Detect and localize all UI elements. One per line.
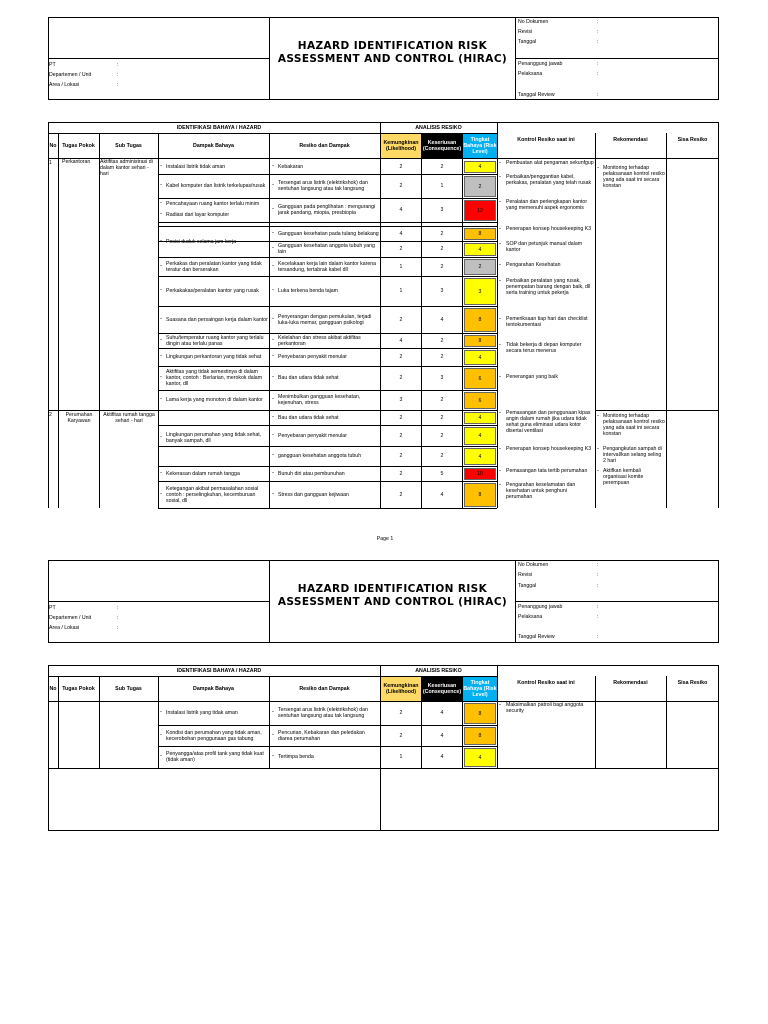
bullet: - <box>499 374 501 380</box>
field-colon: : <box>597 562 599 568</box>
field-no-dokumen: No Dokumen <box>518 19 549 25</box>
col-rule <box>269 133 270 508</box>
field-penanggung-jawab: Penanggung jawab <box>518 61 563 67</box>
kontrol-item: Penerangan yang baik <box>506 374 558 380</box>
resiko-cell: Tertimpa benda <box>278 754 314 760</box>
consequence-value: 2 <box>440 263 444 270</box>
bullet: - <box>160 469 162 476</box>
field-revisi: Revisi <box>518 572 533 578</box>
field-colon: : <box>117 62 119 68</box>
bullet: - <box>272 413 274 420</box>
header-divider <box>515 601 719 602</box>
kontrol-item: Pengarahan keselamatan dan kesehatan untuk penghuni perumahan <box>506 482 576 500</box>
resiko-cell: Tersengat arus listrik (elektrikshok) dan sentuhan langsung atau tak langsung <box>278 180 368 192</box>
field-colon: : <box>597 92 599 98</box>
kontrol-item: Peralatan dan perlengkapan kantor yang memenuhi aspek ergonomis <box>506 199 588 211</box>
kontrol-item: Pembuatan alat pengaman sekunfgup <box>506 160 594 166</box>
bullet: - <box>160 200 162 206</box>
consequence-value: 2 <box>440 432 444 439</box>
resiko-cell: Kelelahan dan stress akibat aktifitas perkantoran <box>278 334 361 347</box>
risk-level-badge: 10 <box>464 468 496 480</box>
bullet: - <box>160 374 162 380</box>
resiko-cell: Penyebaran penyakit menular <box>278 354 347 360</box>
bullet: - <box>160 731 162 738</box>
group-header-analysis: ANALISIS RESIKO <box>415 124 462 131</box>
row-no-1: 1 <box>49 160 52 166</box>
col-rule <box>595 133 596 508</box>
field-colon: : <box>117 72 119 78</box>
risk-level-badge: 4 <box>464 161 496 173</box>
bullet: - <box>272 396 274 402</box>
consequence-value: 4 <box>440 491 444 498</box>
risk-level-badge: 4 <box>464 748 496 767</box>
likelihood-value: 2 <box>399 375 403 381</box>
bullet: - <box>160 434 162 440</box>
resiko-cell: Gangguan pada penglihatan : mengurangi jarak pandang, miopia, presbiopia <box>278 204 376 216</box>
bullet: - <box>597 165 599 171</box>
dampak-cell: Lingkungan perkantoran yang tidak sehat <box>166 354 262 360</box>
likelihood-value: 2 <box>399 432 403 439</box>
group-header-analysis: ANALISIS RESIKO <box>415 667 462 674</box>
bullet: - <box>499 278 501 284</box>
resiko-cell: Pencurian, Kebakaran dan peledakan diarea perumahan <box>278 729 365 742</box>
field-colon: : <box>117 82 119 88</box>
resiko-cell: Luka terkena benda tajam <box>278 288 338 294</box>
bullet: - <box>597 468 599 474</box>
bullet: - <box>597 413 599 419</box>
likelihood-value: 1 <box>399 288 403 294</box>
field-colon: : <box>597 19 599 25</box>
bullet: - <box>499 468 501 474</box>
risk-level-badge: 6 <box>464 368 496 389</box>
field-colon: : <box>597 572 599 578</box>
likelihood-value: 4 <box>399 207 403 213</box>
bullet: - <box>160 336 162 343</box>
tugas-pokok-2: Perumahan Karyawan <box>65 412 93 424</box>
likelihood-value: 2 <box>399 453 403 459</box>
risk-level-badge: 4 <box>464 243 496 256</box>
kontrol-item: Penerapan konsep housekeeping K3 <box>506 446 592 452</box>
consequence-value: 2 <box>440 414 444 421</box>
header-divider <box>48 58 269 59</box>
kontrol-item: SOP dan petunjuk manual dalam kantor <box>506 241 583 253</box>
resiko-cell: Stress dan gangguan kejiwaan <box>278 491 349 498</box>
field-colon: : <box>597 61 599 67</box>
field-colon: : <box>597 583 599 589</box>
bullet: - <box>272 287 274 293</box>
bullet: - <box>160 396 162 402</box>
col-header-sisa: Sisa Resiko <box>677 679 708 686</box>
bullet: - <box>499 199 501 205</box>
row-rule <box>158 222 497 223</box>
bullet: - <box>499 482 501 488</box>
col-header-consequence: Keseriusan (Consequence) <box>422 677 462 701</box>
group-header-hazard: IDENTIFIKASI BAHAYA / HAZARD <box>176 667 262 674</box>
col-header-likelihood: Kemungkinan (Likelihood) <box>381 134 421 158</box>
tugas-pokok-1: Perkantoran <box>62 159 91 165</box>
dampak-cell: Instalasi listrik tidak aman <box>166 163 226 170</box>
col-rule <box>666 133 667 508</box>
col-rule <box>58 133 59 508</box>
risk-level-badge: 4 <box>464 412 496 424</box>
field-departemen: Departemen / Unit <box>49 615 92 621</box>
likelihood-value: 4 <box>399 230 403 237</box>
likelihood-value: 2 <box>399 183 403 189</box>
field-tanggal: Tanggal <box>518 39 537 45</box>
risk-level-badge: 6 <box>464 392 496 409</box>
likelihood-value: 2 <box>399 491 403 498</box>
header-divider <box>48 601 269 602</box>
field-pt: PT <box>49 605 56 611</box>
sub-tugas-2: Aktifitas rumah tangga sehari - hari <box>103 412 155 424</box>
consequence-value: 3 <box>440 207 444 213</box>
field-colon: : <box>597 634 599 640</box>
field-colon: : <box>597 604 599 610</box>
col-header-rekomendasi: Rekomendasi <box>613 679 648 686</box>
resiko-cell: Kecelakaan kerja lain dalam kantor karena tersandung, tertabrak kabel dll <box>278 260 377 273</box>
resiko-cell: Kebakaran <box>278 163 304 170</box>
risk-level-badge: 8 <box>464 483 496 507</box>
field-revisi: Revisi <box>518 29 533 35</box>
bullet: - <box>272 431 274 438</box>
resiko-cell: Bau dan udara tidak sehat <box>278 375 339 381</box>
field-colon: : <box>597 39 599 45</box>
kontrol-item: Perbaikan/penggantian kabel, perkakas, peralatan yang telah rusak <box>506 174 592 186</box>
field-tanggal-review: Tanggal Review <box>518 634 555 640</box>
col-header-kontrol: Kontrol Resiko saat ini <box>517 679 575 686</box>
bullet: - <box>160 287 162 293</box>
row-rule <box>158 768 497 769</box>
sub-tugas-1: Aktifitas administrasi di dalam kantor sehari - hari <box>100 159 153 177</box>
bullet: - <box>272 452 274 458</box>
bullet: - <box>272 374 274 380</box>
kontrol-item: Maksimalkan patroli bagi anggota security <box>506 702 584 714</box>
likelihood-value: 2 <box>399 354 403 360</box>
col-header-no: No <box>49 685 57 692</box>
consequence-value: 2 <box>440 163 444 170</box>
consequence-value: 5 <box>440 470 444 477</box>
col-header-rekomendasi: Rekomendasi <box>613 136 648 143</box>
likelihood-value: 2 <box>399 414 403 421</box>
dampak-cell: Kondisi dan perumahan yang tidak aman, kecerobohan penggunaan gas tabung <box>166 729 262 742</box>
dampak-cell: Kabel komputer dan listrik terkelupas/rusak <box>166 183 266 189</box>
field-colon: : <box>117 625 119 631</box>
risk-level-badge: 8 <box>464 228 496 240</box>
dampak-cell: Ketegangan akibat permasalahan sosial contoh : perselingkuhan, kecemburuan sosial, dll <box>166 485 259 504</box>
field-no-dokumen: No Dokumen <box>518 562 549 568</box>
risk-level-badge: 2 <box>464 259 496 275</box>
bullet: - <box>160 753 162 759</box>
kontrol-item: Tidak bekerja di depan komputer secara terus menerus <box>506 342 582 354</box>
dampak-cell: Lingkungan perumahan yang tidak sehat, banyak sampah, dll <box>166 432 262 444</box>
bullet: - <box>272 262 274 269</box>
dampak-cell: Instalasi listrik yang tidak aman <box>166 710 238 716</box>
col-header-tugas-pokok: Tugas Pokok <box>62 142 95 149</box>
document-title: HAZARD IDENTIFICATION RISK ASSESSMENT AND CONTROL (HIRAC) <box>277 40 508 65</box>
risk-level-badge: 4 <box>464 350 496 365</box>
risk-level-badge: 4 <box>464 427 496 445</box>
page-number: Page 1 <box>376 536 394 542</box>
field-colon: : <box>597 71 599 77</box>
kontrol-item: Pemasangan tata tertib perumahan <box>506 468 588 474</box>
kontrol-item: Pemeriksaan tiap hari dan checklist tentokumentasi <box>506 316 588 328</box>
field-area: Area / Lokasi <box>49 82 80 88</box>
likelihood-value: 2 <box>399 470 403 477</box>
likelihood-value: 4 <box>399 337 403 344</box>
likelihood-value: 2 <box>399 710 403 716</box>
kontrol-item: Pengarahan Kesehatan <box>506 262 561 268</box>
bullet: - <box>499 226 501 232</box>
bullet: - <box>499 446 501 452</box>
consequence-value: 2 <box>440 246 444 252</box>
likelihood-value: 1 <box>399 263 403 270</box>
bullet: - <box>499 174 501 180</box>
kontrol-item: Penerapan konsep housekeeping K3 <box>506 226 592 232</box>
field-colon: : <box>117 615 119 621</box>
bullet: - <box>272 469 274 476</box>
likelihood-value: 2 <box>399 163 403 170</box>
field-tanggal-review: Tanggal Review <box>518 92 555 98</box>
col-header-dampak: Dampak Bahaya <box>193 142 234 149</box>
risk-level-badge: 12 <box>464 200 496 221</box>
col-header-risk-level: Tingkat Bahaya (Risk Level) <box>463 134 497 158</box>
consequence-value: 2 <box>440 337 444 344</box>
bullet: - <box>272 182 274 188</box>
dampak-cell: Penyangga/atas profil tank yang tidak kuat (tidak aman) <box>166 751 264 763</box>
consequence-value: 2 <box>440 397 444 403</box>
bullet: - <box>499 702 501 708</box>
bullet: - <box>160 237 162 244</box>
consequence-value: 2 <box>440 354 444 360</box>
resiko-cell: gangguan kesehatan anggota tubuh <box>278 453 362 459</box>
dampak-cell: Suhu/temperatur ruang kantor yang terlalu dingin atau terlalu panas <box>166 334 264 347</box>
bullet: - <box>272 731 274 738</box>
consequence-value: 3 <box>440 288 444 294</box>
bullet: - <box>272 353 274 359</box>
field-colon: : <box>117 605 119 611</box>
consequence-value: 1 <box>440 183 444 189</box>
consequence-value: 3 <box>440 375 444 381</box>
col-header-dampak: Dampak Bahaya <box>193 685 234 692</box>
likelihood-value: 2 <box>399 732 403 739</box>
bullet: - <box>160 353 162 359</box>
row-no-2: 2 <box>49 412 52 418</box>
dampak-cell: Radiasi dari layar komputer <box>166 212 230 218</box>
field-colon: : <box>597 614 599 620</box>
document-title-page2: HAZARD IDENTIFICATION RISK ASSESSMENT AND CONTROL (HIRAC) <box>277 583 508 608</box>
resiko-cell: Tersengat arus listrik (elektrikshok) dan sentuhan langsung atau tak langsung <box>278 707 368 719</box>
col-rule <box>497 122 498 508</box>
bullet: - <box>272 753 274 759</box>
bullet: - <box>160 709 162 715</box>
likelihood-value: 3 <box>399 397 403 403</box>
rekomendasi-item: Monitoring terhadap pelaksanaan kontrol resiko yang ada saat ini secara konstan <box>603 413 665 437</box>
resiko-cell: Bunuh diri atau pembunuhan <box>278 470 345 477</box>
group-rule <box>595 410 719 411</box>
likelihood-value: 1 <box>399 754 403 760</box>
dampak-cell: Posisi duduk selama jam kerja <box>166 238 237 245</box>
dampak-cell: Lama kerja yang monoton di dalam kantor <box>166 397 263 403</box>
field-pt: PT <box>49 62 56 68</box>
dampak-cell: Perkakakas/peralatan kantor yang rusak <box>166 288 259 294</box>
resiko-cell: Gangguan kesehatan anggota tubuh yang lain <box>278 243 375 255</box>
consequence-value: 4 <box>440 710 444 716</box>
bullet: - <box>272 229 274 236</box>
col-header-sisa: Sisa Resiko <box>677 136 708 143</box>
kontrol-item: Perbaikan peralatan yang rusak, penempatan barang dengan baik, dll serta training untuk pekerja <box>506 278 591 296</box>
col-header-likelihood: Kemungkinan (Likelihood) <box>381 677 421 701</box>
field-area: Area / Lokasi <box>49 625 80 631</box>
field-penanggung-jawab: Penanggung jawab <box>518 604 563 610</box>
bullet: - <box>499 342 501 348</box>
field-pelaksana: Pelaksana <box>518 614 543 620</box>
col-header-resiko: Resiko dan Dampak <box>299 142 350 149</box>
risk-level-badge: 2 <box>464 176 496 197</box>
col-header-sub-tugas: Sub Tugas <box>115 685 142 692</box>
consequence-value: 4 <box>440 316 444 323</box>
risk-level-badge: 4 <box>464 448 496 465</box>
bullet: - <box>597 446 599 452</box>
col-rule <box>99 133 100 508</box>
dampak-cell: Perkakas dan peralatan kantor yang tidak teratur dan berserakan <box>166 260 262 273</box>
consequence-value: 4 <box>440 754 444 760</box>
dampak-cell: Kekerasan dalam rumah tangga <box>166 470 240 477</box>
bullet: - <box>499 262 501 268</box>
rekomendasi-item: Monitoring terhadap pelaksanaan kontrol resiko yang ada saat ini secara konstan <box>603 165 665 189</box>
rekomendasi-item: Aktifkan kembali organisasi komite perempuan <box>603 468 644 486</box>
bullet: - <box>272 315 274 322</box>
resiko-cell: Bau dan udara tidak sehat <box>278 414 339 421</box>
bullet: - <box>160 490 162 497</box>
likelihood-value: 2 <box>399 316 403 323</box>
risk-level-badge: 8 <box>464 335 496 347</box>
col-header-sub-tugas: Sub Tugas <box>115 142 142 149</box>
col-rule <box>462 133 463 508</box>
header-divider <box>515 58 719 59</box>
bullet: - <box>272 245 274 251</box>
field-colon: : <box>597 29 599 35</box>
consequence-value: 4 <box>440 732 444 739</box>
risk-level-badge: 8 <box>464 703 496 724</box>
risk-level-badge: 8 <box>464 308 496 332</box>
kontrol-item: Pemasangan dan penggunaan kipas angin dalam rumah jika udara tidak sehat guna eliminasi udara kotor disertai ventilasi <box>506 410 591 434</box>
bullet: - <box>272 709 274 715</box>
resiko-cell: Gangguan kesehatan pada tulang belakang <box>278 230 379 237</box>
col-header-consequence: Keseriusan (Consequence) <box>422 134 462 158</box>
col-rule <box>158 133 159 508</box>
risk-level-badge: 3 <box>464 278 496 305</box>
col-header-resiko: Resiko dan Dampak <box>299 685 350 692</box>
dampak-cell: Suasana dan persaingan kerja dalam kantor <box>166 316 268 323</box>
row-rule <box>158 508 497 509</box>
risk-level-badge: 8 <box>464 727 496 745</box>
bullet: - <box>272 162 274 169</box>
col-header-tugas-pokok: Tugas Pokok <box>62 685 95 692</box>
bullet: - <box>499 410 501 416</box>
likelihood-value: 2 <box>399 246 403 252</box>
field-departemen: Departemen / Unit <box>49 72 92 78</box>
dampak-cell: Pencahayaan ruang kantor terlalu minim <box>166 201 260 207</box>
bullet: - <box>499 316 501 322</box>
field-tanggal: Tanggal <box>518 583 537 589</box>
consequence-value: 2 <box>440 453 444 459</box>
bullet: - <box>160 262 162 269</box>
bullet: - <box>272 206 274 212</box>
rekomendasi-item: Pengangkutan sampah di interval/kan selang seling 2 hari <box>603 446 662 464</box>
bullet: - <box>272 490 274 497</box>
resiko-cell: Menimbulkan gangguan kesehatan, kejenuhan, stress <box>278 394 361 406</box>
resiko-cell: Penyebaran penyakit menular <box>278 432 347 439</box>
col-header-risk-level: Tingkat Bahaya (Risk Level) <box>463 677 497 701</box>
bullet: - <box>272 336 274 343</box>
col-header-no: No <box>49 142 57 149</box>
bullet: - <box>160 315 162 322</box>
field-pelaksana: Pelaksana <box>518 71 543 77</box>
resiko-cell: Penyerangan dengan pemukulan, terjadi luka-luka memar, gangguan psikologi <box>278 313 372 326</box>
bullet: - <box>499 241 501 247</box>
consequence-value: 2 <box>440 230 444 237</box>
bullet: - <box>160 162 162 169</box>
bullet: - <box>160 211 162 217</box>
col-header-kontrol: Kontrol Resiko saat ini <box>517 136 575 143</box>
bullet: - <box>499 160 501 166</box>
group-header-hazard: IDENTIFIKASI BAHAYA / HAZARD <box>176 124 262 131</box>
dampak-cell: Aktifitas yang tidak semestinya di dalam kantor, contoh : Berlarian, merokok dalam kantor, dll <box>166 369 263 387</box>
bullet: - <box>160 182 162 188</box>
